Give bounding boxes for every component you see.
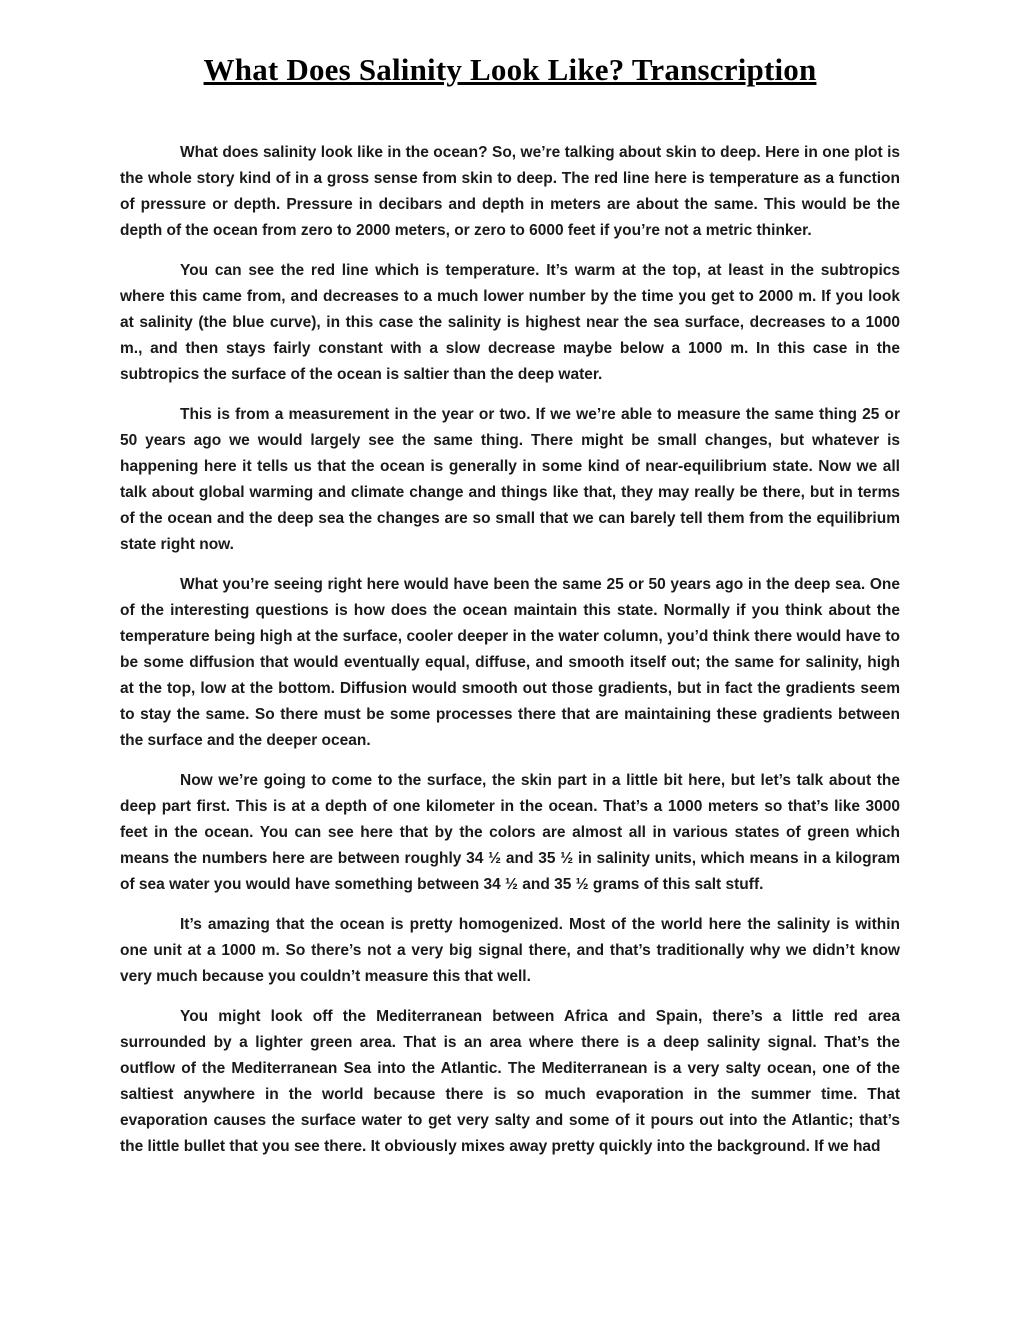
page-title: What Does Salinity Look Like? Transcription <box>203 52 817 87</box>
paragraph: You might look off the Mediterranean between Africa and Spain, there’s a little red area surrounded by a lighter green area. That is an area where there is a deep salinity signal. That’s the outflow of the Mediterranean Sea into the Atlantic. The Mediterranean is a very salty ocean, one of the saltiest anywhere in the world because there is so much evaporation in the summer time. That evaporation causes the surface water to get very salty and some of it pours out into the Atlantic; that’s the little bullet that you see there. It obviously mixes away pretty quickly into the background. If we had <box>120 1008 900 1155</box>
paragraph: This is from a measurement in the year or two. If we we’re able to measure the same thing 25 or 50 years ago we would largely see the same thing. There might be small changes, but whatever is happening here it tells us that the ocean is generally in some kind of near-equilibrium state. Now we all talk about global warming and climate change and things like that, they may really be there, but in terms of the ocean and the deep sea the changes are so small that we can barely tell them from the equilibrium state right now. <box>120 406 900 553</box>
paragraph: What you’re seeing right here would have been the same 25 or 50 years ago in the deep sea. One of the interesting questions is how does the ocean maintain this state. Normally if you think about the temperature being high at the surface, cooler deeper in the water column, you’d think there would have to be some diffusion that would eventually equal, diffuse, and smooth itself out; the same for salinity, high at the top, low at the bottom. Diffusion would smooth out those gradients, but in fact the gradients seem to stay the same. So there must be some processes there that are maintaining these gradients between the surface and the deeper ocean. <box>120 576 900 749</box>
paragraph: It’s amazing that the ocean is pretty homogenized. Most of the world here the salinity is within one unit at a 1000 m. So there’s not a very big signal there, and that’s traditionally why we didn’t know very much because you couldn’t measure this that well. <box>120 916 900 985</box>
paragraph: What does salinity look like in the ocean? So, we’re talking about skin to deep. Here in one plot is the whole story kind of in a gross sense from skin to deep. The red line here is temperature as a function of pressure or depth. Pressure in decibars and depth in meters are about the same. This would be the depth of the ocean from zero to 2000 meters, or zero to 6000 feet if you’re not a metric thinker. <box>120 144 900 239</box>
paragraph: Now we’re going to come to the surface, the skin part in a little bit here, but let’s talk about the deep part first. This is at a depth of one kilometer in the ocean. That’s a 1000 meters so that’s like 3000 feet in the ocean. You can see here that by the colors are almost all in various states of green which means the numbers here are between roughly 34 ½ and 35 ½ in salinity units, which means in a kilogram of sea water you would have something between 34 ½ and 35 ½ grams of this salt stuff. <box>120 772 900 893</box>
paragraph: You can see the red line which is temperature. It’s warm at the top, at least in the subtropics where this came from, and decreases to a much lower number by the time you get to 2000 m. If you look at salinity (the blue curve), in this case the salinity is highest near the sea surface, decreases to a 1000 m., and then stays fairly constant with a slow decrease maybe below a 1000 m. In this case in the subtropics the surface of the ocean is saltier than the deep water. <box>120 262 900 383</box>
document-body <box>120 140 900 1160</box>
